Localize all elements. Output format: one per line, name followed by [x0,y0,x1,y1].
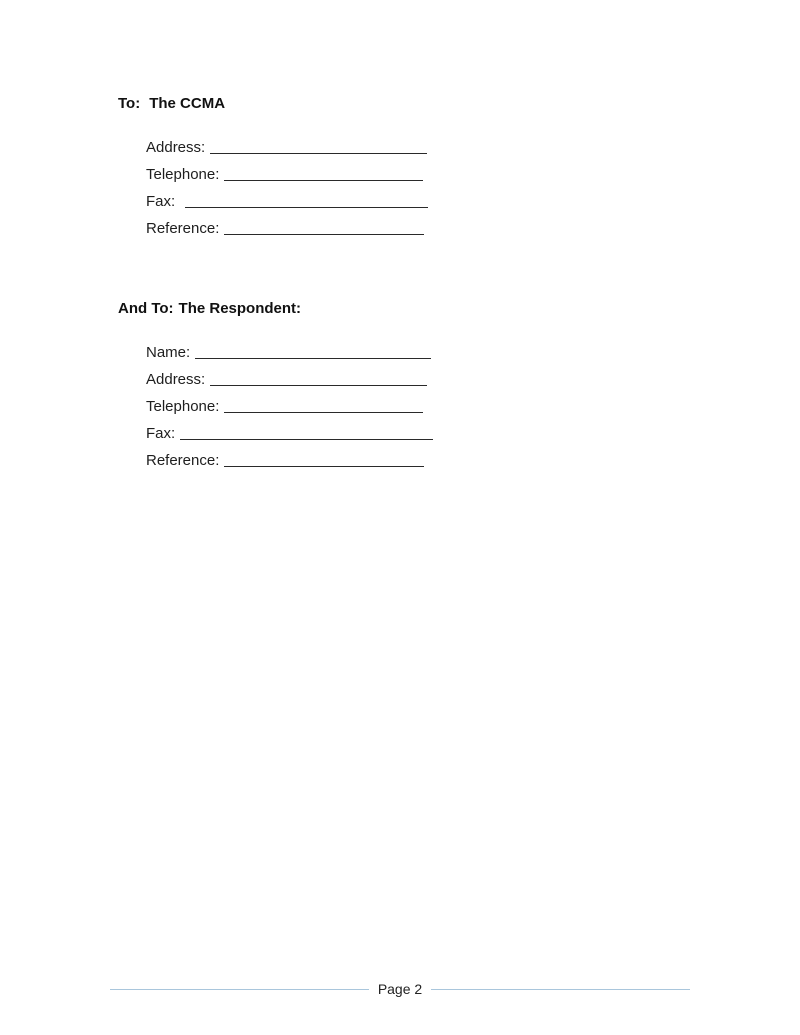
respondent-name-label: Name: [146,344,191,361]
ccma-heading [118,95,225,112]
ccma-reference-label: Reference: [146,220,220,237]
respondent-fax-field[interactable] [146,422,433,442]
ccma-address-line[interactable] [210,139,427,154]
respondent-reference-field[interactable] [146,449,424,469]
respondent-recipient: The Respondent: [178,300,302,317]
ccma-fax-label: Fax: [146,193,176,210]
respondent-reference-line[interactable] [224,452,424,467]
respondent-address-label: Address: [146,371,206,388]
ccma-address-field[interactable] [146,136,427,156]
respondent-fax-line[interactable] [180,425,433,440]
ccma-telephone-line[interactable] [224,166,423,181]
ccma-fax-line[interactable] [185,193,428,208]
ccma-fax-field[interactable] [146,190,428,210]
ccma-address-label: Address: [146,139,206,156]
respondent-heading [118,300,301,317]
page-number: Page 2 [377,981,423,997]
respondent-telephone-field[interactable] [146,395,423,415]
ccma-recipient: The CCMA [149,95,226,112]
respondent-telephone-line[interactable] [224,398,423,413]
ccma-reference-field[interactable] [146,217,424,237]
ccma-telephone-label: Telephone: [146,166,220,183]
respondent-to-label: And To: [118,300,174,317]
respondent-fax-label: Fax: [146,425,176,442]
ccma-telephone-field[interactable] [146,163,423,183]
ccma-to-label: To: [118,95,141,112]
respondent-name-line[interactable] [195,344,431,359]
respondent-telephone-label: Telephone: [146,398,220,415]
respondent-address-field[interactable] [146,368,427,388]
respondent-reference-label: Reference: [146,452,220,469]
respondent-address-line[interactable] [210,371,427,386]
respondent-name-field[interactable] [146,341,431,361]
ccma-reference-line[interactable] [224,220,424,235]
